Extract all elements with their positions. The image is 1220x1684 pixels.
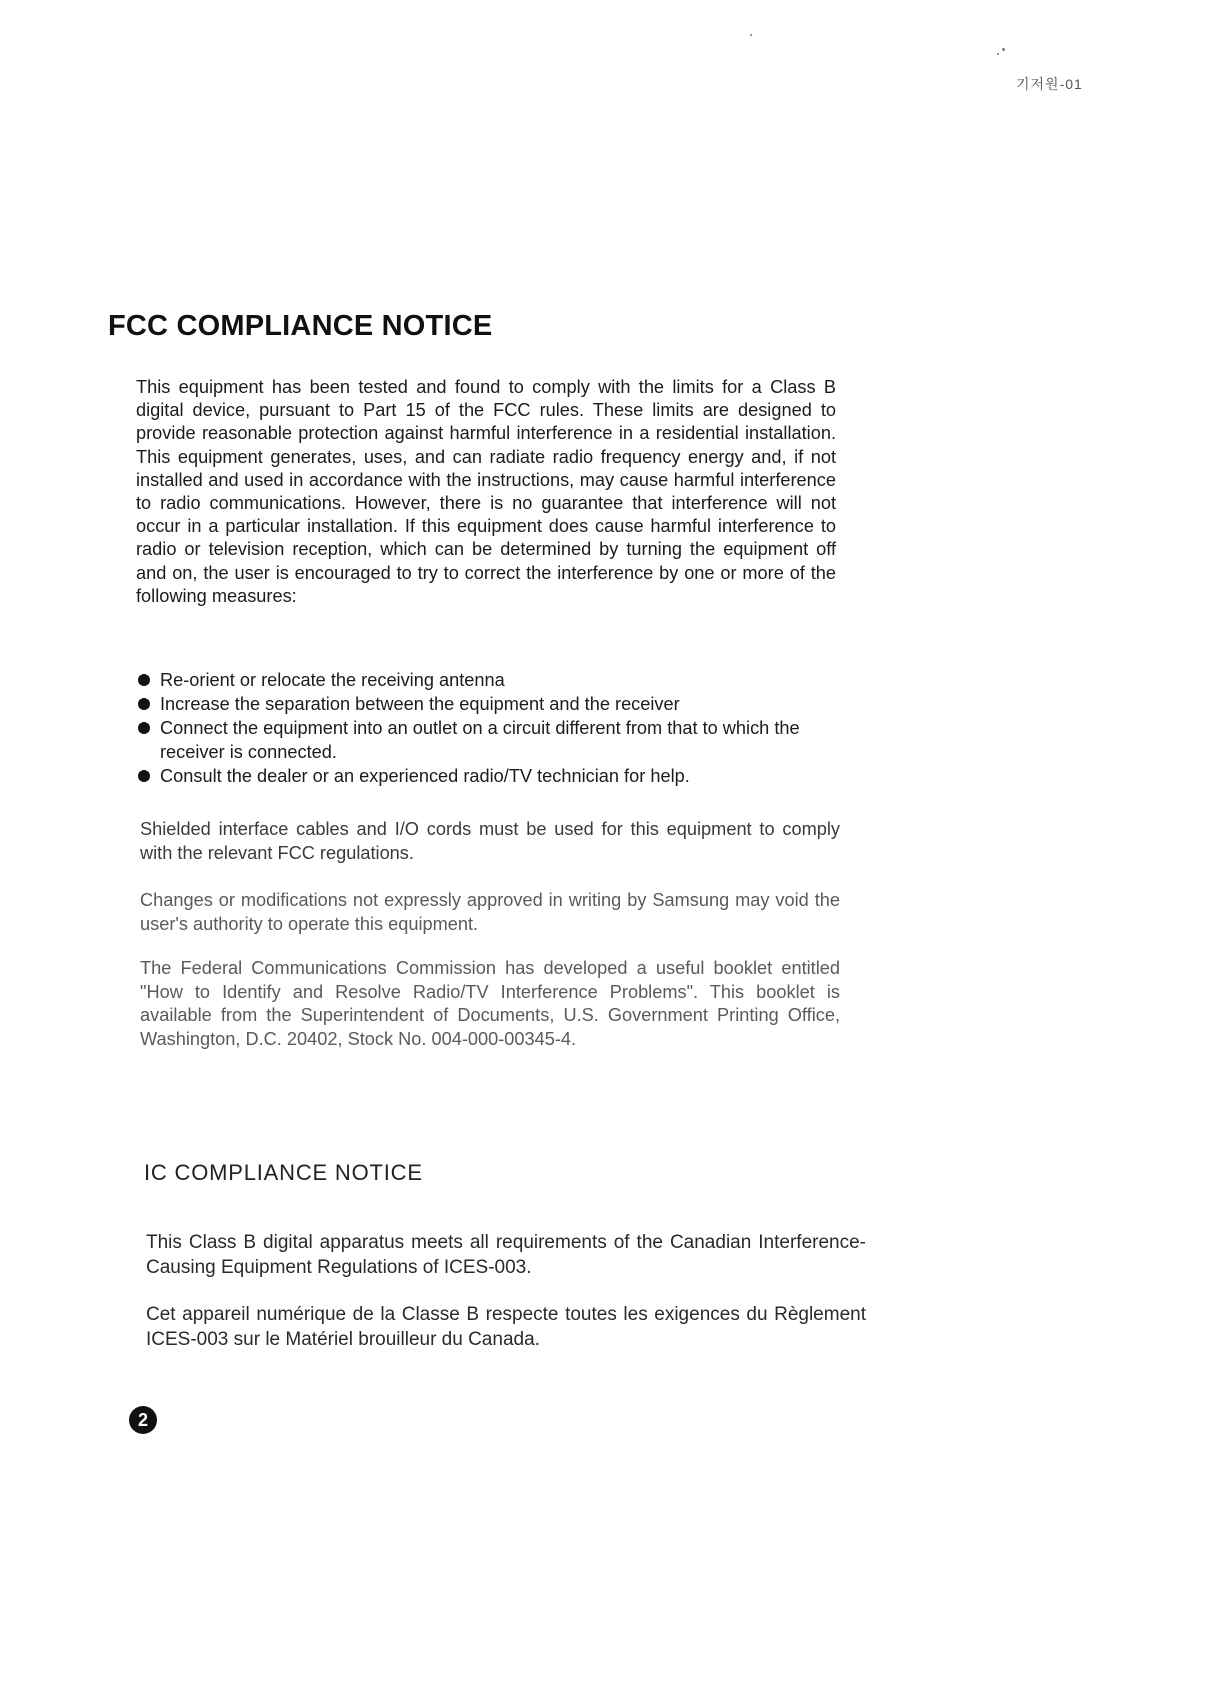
scan-speck xyxy=(1002,48,1005,51)
ic-title: IC COMPLIANCE NOTICE xyxy=(144,1160,423,1185)
fcc-body-paragraph: This equipment has been tested and found to comply with the limits for a Class B digital device, pursuant to Part 15 of the FCC rules. These limits are designed to provide reasonable protection against harmful interference in a residential installation. This equipment generates, uses, and can radiate radio frequency energy and, if not installed and used in accordance with the instructions, may cause harmful interference to radio communications. However, there is no guarantee that interference will not occur in a particular installation. If this equipment does cause harmful interference to radio or television reception, which can be determined by turning the equipment off and on, the user is encouraged to try to correct the interference by one or more of the following measures: xyxy=(136,377,836,606)
measure-text: Consult the dealer or an experienced radio/TV technician for help. xyxy=(160,766,690,786)
list-item xyxy=(136,692,856,716)
interference-measures-list xyxy=(136,668,856,788)
list-item xyxy=(136,764,856,788)
bullet-icon xyxy=(138,698,150,710)
measure-text: Re-orient or relocate the receiving antenna xyxy=(160,670,505,690)
ic-french-paragraph: Cet appareil numérique de la Classe B respecte toutes les exigences du Règlement ICES-003 sur le Matériel brouilleur du Canada. xyxy=(146,1304,866,1350)
list-item xyxy=(136,716,856,764)
bullet-icon xyxy=(138,770,150,782)
bullet-icon xyxy=(138,674,150,686)
measure-text: Increase the separation between the equipment and the receiver xyxy=(160,694,680,714)
bullet-icon xyxy=(138,722,150,734)
changes-paragraph: Changes or modifications not expressly approved in writing by Samsung may void the user's authority to operate this equipment. xyxy=(140,890,840,934)
scan-speck xyxy=(997,53,999,55)
fcc-booklet-paragraph: The Federal Communications Commission has developed a useful booklet entitled "How to Identify and Resolve Radio/TV Interference Problems". This booklet is available from the Superintendent of Documents, U.S. Government Printing Office, Washington, D.C. 20402, Stock No. 004-000-00345-4. xyxy=(140,958,840,1049)
page-number: 2 xyxy=(129,1406,157,1434)
fcc-title: FCC COMPLIANCE NOTICE xyxy=(108,310,493,342)
list-item xyxy=(136,668,856,692)
scan-speck xyxy=(750,34,752,36)
ic-english-paragraph: This Class B digital apparatus meets all requirements of the Canadian Interference-Causing Equipment Regulations of ICES-003. xyxy=(146,1232,866,1278)
measure-text: Connect the equipment into an outlet on a circuit different from that to which the receiver is connected. xyxy=(160,718,800,762)
shielded-cables-paragraph: Shielded interface cables and I/O cords must be used for this equipment to comply with the relevant FCC regulations. xyxy=(140,819,840,863)
page-code: 기저원-01 xyxy=(1016,76,1083,92)
